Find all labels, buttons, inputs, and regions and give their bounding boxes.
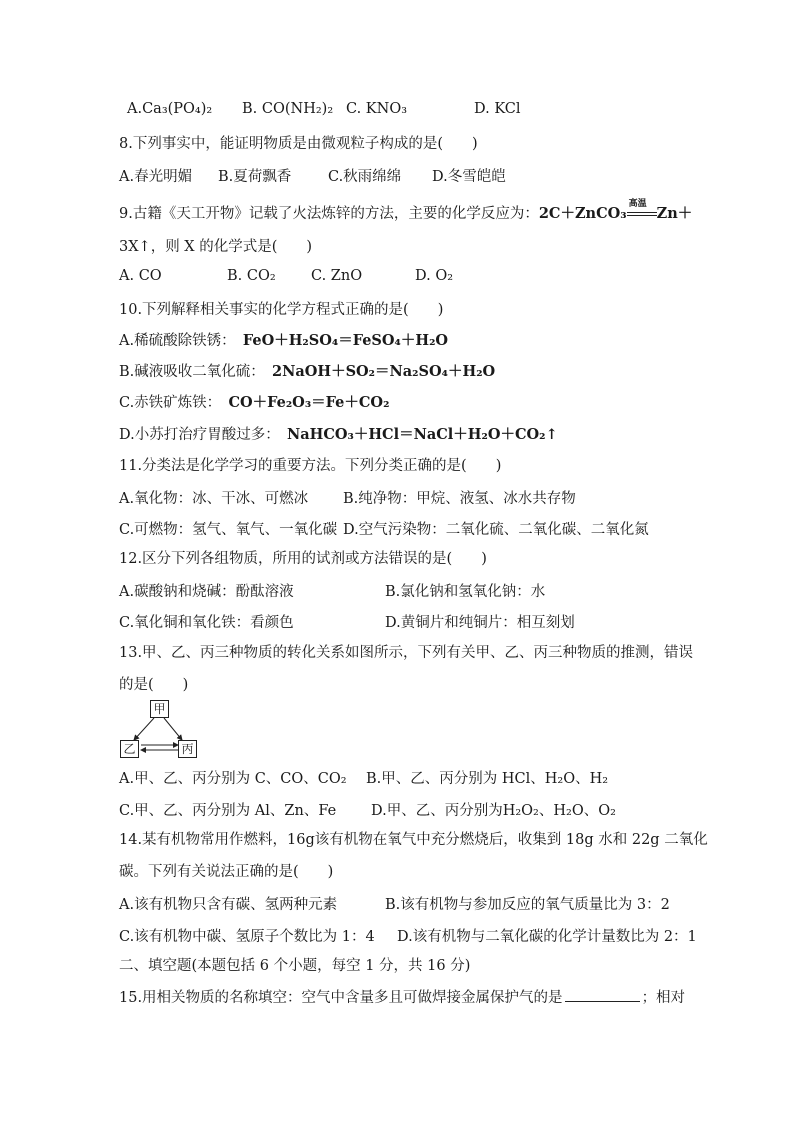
q10-option-b-eq: 2NaOH＋SO₂＝Na₂SO₄＋H₂O: [272, 363, 496, 380]
q8-stem: 8.下列事实中，能证明物质是由微观粒子构成的是( ): [119, 136, 478, 152]
q13-option-d: D.甲、乙、丙分别为H₂O₂、H₂O、O₂: [371, 803, 616, 819]
q9-options: [0, 268, 794, 288]
q13-option-b: B.甲、乙、丙分别为 HCl、H₂O、H₂: [366, 771, 609, 787]
q14-option-b: B.该有机物与参加反应的氧气质量比为 3：2: [385, 897, 670, 913]
q10-option-b: [119, 362, 495, 382]
q12-stem: 12.区分下列各组物质，所用的试剂或方法错误的是( ): [119, 551, 487, 567]
q11-option-c: C.可燃物：氢气、氧气、一氧化碳: [119, 522, 338, 538]
q14-options-row1: [0, 893, 794, 913]
q7-option-d: D. KCl: [474, 101, 521, 117]
q8-option-d: D.冬雪皑皑: [432, 169, 506, 185]
q12-option-d: D.黄铜片和纯铜片：相互刻划: [385, 615, 575, 631]
q11-option-a: A.氧化物：冰、干冰、可燃冰: [119, 491, 309, 507]
q13-node-left: 乙: [120, 740, 139, 758]
q14-option-a: A.该有机物只含有碳、氢两种元素: [119, 897, 338, 913]
q13-node-right: 丙: [178, 740, 197, 758]
q15-stem-tail: ；相对: [641, 990, 686, 1006]
q13-stem-line2: 的是( ): [119, 677, 189, 693]
q10-option-c-label: C.赤铁矿炼铁：: [119, 395, 214, 411]
q12-option-b: B.氯化钠和氢氧化钠：水: [385, 584, 546, 600]
q13-option-a: A.甲、乙、丙分别为 C、CO、CO₂: [119, 771, 347, 787]
q12-options-row1: [0, 580, 794, 600]
q15-stem: [119, 987, 685, 1008]
q11-option-d: D.空气污染物：二氧化硫、二氧化碳、二氧化氮: [343, 522, 649, 538]
q14-option-c: C.该有机物中碳、氢原子个数比为 1：4: [119, 929, 375, 945]
q9-option-b: B. CO₂: [227, 268, 276, 284]
q10-option-d: [119, 425, 558, 445]
q15-stem-text: 15.用相关物质的名称填空：空气中含量多且可做焊接金属保护气的是: [119, 990, 563, 1006]
section-heading: 二、填空题(本题包括 6 个小题，每空 1 分，共 16 分): [119, 958, 471, 974]
q9-eq-condition: [627, 199, 657, 224]
q10-option-c: [119, 393, 389, 413]
q9-eq-cond-label: 高温: [628, 199, 647, 209]
q14-stem-line1: 14.某有机物常用作燃料，16g该有机物在氧气中充分燃烧后，收集到 18g 水和 22g 二氧化: [119, 832, 708, 848]
q12-option-c: C.氧化铜和氧化铁：看颜色: [119, 615, 294, 631]
q7-option-b: B. CO(NH₂)₂: [242, 101, 334, 117]
q11-stem: 11.分类法是化学学习的重要方法。下列分类正确的是( ): [119, 458, 502, 474]
q11-option-b: B.纯净物：甲烷、液氢、冰水共存物: [343, 491, 576, 507]
q10-option-c-eq: CO＋Fe₂O₃＝Fe＋CO₂: [228, 394, 390, 411]
q9-stem-line1: [119, 199, 693, 224]
q13-option-c: C.甲、乙、丙分别为 Al、Zn、Fe: [119, 803, 337, 819]
q13-conversion-diagram: [120, 700, 200, 758]
q11-options-row1: [0, 487, 794, 507]
q9-stem-text: 9.古籍《天工开物》记载了火法炼锌的方法，主要的化学反应为：: [119, 206, 539, 222]
q7-options: [0, 101, 794, 121]
q12-options-row2: [0, 611, 794, 631]
q9-eq-right: Zn＋: [656, 205, 693, 222]
q10-option-a-label: A.稀硫酸除铁锈：: [119, 333, 229, 349]
q8-option-b: B.夏荷飘香: [218, 169, 292, 185]
q13-stem-line1: 13.甲、乙、丙三种物质的转化关系如图所示，下列有关甲、乙、丙三种物质的推测，错误: [119, 645, 694, 661]
q13-node-top: 甲: [150, 700, 169, 718]
q9-option-d: D. O₂: [415, 268, 454, 284]
q14-stem-line2: 碳。下列有关说法正确的是( ): [119, 864, 334, 880]
q9-option-c: C. ZnO: [311, 268, 363, 284]
q10-option-a: [119, 331, 448, 351]
q7-option-a: A.Ca₃(PO₄)₂: [127, 101, 213, 117]
q8-option-c: C.秋雨绵绵: [328, 169, 402, 185]
q13-options-row2: [0, 799, 794, 819]
q10-option-d-eq: NaHCO₃＋HCl＝NaCl＋H₂O＋CO₂↑: [286, 426, 558, 443]
q12-option-a: A.碳酸钠和烧碱：酚酞溶液: [119, 584, 294, 600]
q14-option-d: D.该有机物与二氧化碳的化学计量数比为 2：1: [397, 929, 697, 945]
q9-stem-line2: 3X↑，则 X 的化学式是( ): [119, 239, 313, 255]
q7-option-c: C. KNO₃: [346, 101, 408, 117]
q10-option-d-label: D.小苏打治疗胃酸过多：: [119, 427, 273, 443]
q14-options-row2: [0, 925, 794, 945]
q13-options-row1: [0, 767, 794, 787]
q8-option-a: A.春光明媚: [119, 169, 193, 185]
q15-answer-blank[interactable]: [565, 987, 640, 1002]
q9-option-a: A. CO: [119, 268, 162, 284]
q10-stem: 10.下列解释相关事实的化学方程式正确的是( ): [119, 302, 444, 318]
q9-eq-left: 2C＋ZnCO₃: [538, 205, 627, 222]
q10-option-b-label: B.碱液吸收二氧化硫：: [119, 364, 258, 380]
q11-options-row2: [0, 518, 794, 538]
q10-option-a-eq: FeO＋H₂SO₄＝FeSO₄＋H₂O: [242, 332, 449, 349]
q8-options: [0, 165, 794, 185]
